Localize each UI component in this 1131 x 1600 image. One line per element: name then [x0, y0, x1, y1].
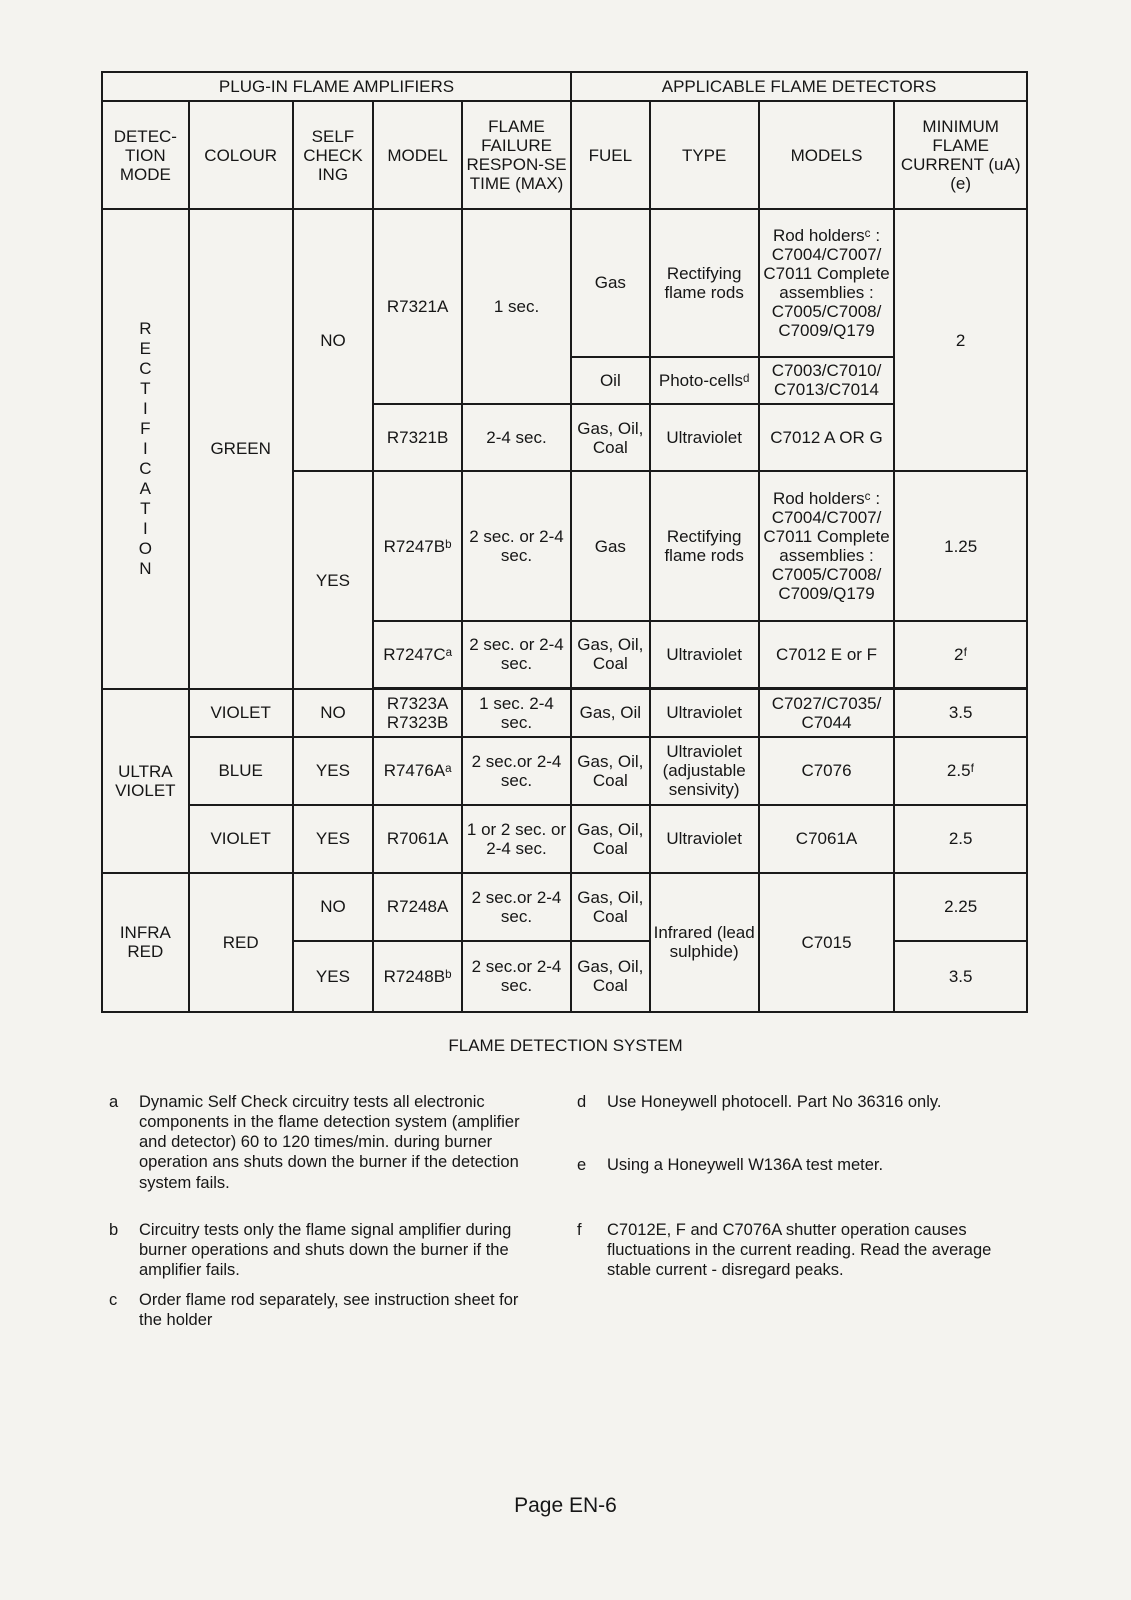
table-row [102, 737, 1027, 805]
model-cell: R7247Cᵃ [373, 621, 462, 688]
models-cell: C7076 [759, 737, 895, 805]
model-cell: R7247Bᵇ [373, 471, 462, 620]
self-check-cell: YES [293, 805, 374, 873]
current-cell: 1.25 [894, 471, 1027, 620]
models-cell: C7012 A OR G [759, 404, 895, 471]
colour-green: GREEN [189, 209, 293, 689]
models-cell: C7061A [759, 805, 895, 873]
footnote-key: a [109, 1093, 119, 1111]
fuel-cell: Gas, Oil, Coal [571, 805, 650, 873]
current-cell: 2 [894, 209, 1027, 471]
model-cell: R7476Aᵃ [373, 737, 462, 805]
fuel-cell: Gas [571, 471, 650, 620]
models-cell: Rod holdersᶜ : C7004/C7007/ C7011 Complete assemblies : C7005/C7008/ C7009/Q179 [759, 471, 895, 620]
response-time-cell: 2 sec. or 2-4 sec. [462, 471, 571, 620]
footnote-key: e [577, 1156, 587, 1174]
response-time-cell: 2 sec.or 2-4 sec. [462, 941, 571, 1012]
mode-ultraviolet: ULTRA VIOLET [102, 689, 189, 873]
model-cell: R7248Bᵇ [373, 941, 462, 1012]
footnote-text: Using a Honeywell W136A test meter. [607, 1156, 884, 1174]
current-cell: 3.5 [894, 689, 1027, 737]
type-cell: Ultraviolet [650, 621, 759, 688]
header-self-check: SELF CHECK ING [293, 101, 374, 209]
response-time-cell: 2 sec. or 2-4 sec. [462, 621, 571, 688]
footnote-key: f [577, 1221, 582, 1239]
models-cell: C7012 E or F [759, 621, 895, 688]
models-cell: C7027/C7035/ C7044 [759, 689, 895, 737]
response-time-cell: 1 sec. [462, 209, 571, 404]
model-cell: R7323A R7323B [373, 689, 462, 737]
response-time-cell: 1 or 2 sec. or 2-4 sec. [462, 805, 571, 873]
fuel-cell: Gas, Oil, Coal [571, 873, 650, 941]
header-response-time: FLAME FAILURE RESPON-SE TIME (MAX) [462, 101, 571, 209]
self-check-cell: NO [293, 873, 374, 941]
footnote-d [577, 1092, 1032, 1112]
type-cell: Ultraviolet [650, 689, 759, 737]
page-number: Page EN-6 [514, 1494, 617, 1517]
footnote-text: Dynamic Self Check circuitry tests all electronic components in the flame detection system (amplifier and detector) 60 to 120 times/min. during burner operation ans shuts down the burner if the detection system fails. [139, 1093, 520, 1192]
colour-red: RED [189, 873, 293, 1012]
mode-rectification: RECTIFICATION [102, 209, 189, 689]
footnote-text: C7012E, F and C7076A shutter operation causes fluctuations in the current reading. Read the average stable current - disregard peaks. [607, 1221, 992, 1280]
self-check-no: NO [293, 209, 374, 471]
header-colour: COLOUR [189, 101, 293, 209]
group-header-row [102, 72, 1027, 101]
self-check-cell: NO [293, 689, 374, 737]
self-check-yes: YES [293, 471, 374, 688]
fuel-cell: Gas, Oil, Coal [571, 404, 650, 471]
response-time-cell: 2-4 sec. [462, 404, 571, 471]
header-models: MODELS [759, 101, 895, 209]
current-cell: 3.5 [894, 941, 1027, 1012]
type-cell: Rectifying flame rods [650, 471, 759, 620]
self-check-cell: YES [293, 941, 374, 1012]
response-time-cell: 2 sec.or 2-4 sec. [462, 737, 571, 805]
table-row [102, 689, 1027, 737]
column-header-row [102, 101, 1027, 209]
model-cell: R7248A [373, 873, 462, 941]
fuel-cell: Gas, Oil, Coal [571, 621, 650, 688]
type-cell: Rectifying flame rods [650, 209, 759, 356]
footnote-b [109, 1220, 529, 1280]
mode-infrared: INFRA RED [102, 873, 189, 1012]
model-cell: R7321A [373, 209, 462, 404]
footnote-f [577, 1220, 1032, 1280]
table-caption: FLAME DETECTION SYSTEM [448, 1036, 683, 1055]
models-cell: C7015 [759, 873, 895, 1012]
response-time-cell: 2 sec.or 2-4 sec. [462, 873, 571, 941]
fuel-cell: Gas, Oil, Coal [571, 941, 650, 1012]
current-cell: 2.5 [894, 805, 1027, 873]
current-cell: 2.25 [894, 873, 1027, 941]
fuel-cell: Gas [571, 209, 650, 356]
footnote-text: Circuitry tests only the flame signal amplifier during burner operations and shuts down the burner if the amplifier fails. [139, 1221, 512, 1280]
header-min-current: MINIMUM FLAME CURRENT (uA) (e) [894, 101, 1027, 209]
header-fuel: FUEL [571, 101, 650, 209]
footnote-key: d [577, 1093, 587, 1111]
fuel-cell: Gas, Oil, Coal [571, 737, 650, 805]
fuel-cell: Oil [571, 357, 650, 405]
fuel-cell: Gas, Oil [571, 689, 650, 737]
footnote-e [577, 1155, 1032, 1175]
models-cell: Rod holdersᶜ : C7004/C7007/ C7011 Complete assemblies : C7005/C7008/ C7009/Q179 [759, 209, 895, 356]
type-cell: Photo-cellsᵈ [650, 357, 759, 405]
self-check-cell: YES [293, 737, 374, 805]
current-cell: 2ᶠ [894, 621, 1027, 688]
footnote-c [109, 1290, 529, 1330]
detectors-group-header: APPLICABLE FLAME DETECTORS [571, 72, 1027, 101]
colour-cell: BLUE [189, 737, 293, 805]
model-cell: R7321B [373, 404, 462, 471]
footnote-key: b [109, 1221, 119, 1239]
footnote-text: Order flame rod separately, see instruction sheet for the holder [139, 1291, 519, 1330]
response-time-cell: 1 sec. 2-4 sec. [462, 689, 571, 737]
footnote-text: Use Honeywell photocell. Part No 36316 only. [607, 1093, 942, 1111]
footnote-a [109, 1092, 529, 1193]
table-row [102, 873, 1027, 941]
header-detection-mode: DETEC-TION MODE [102, 101, 189, 209]
type-cell: Infrared (lead sulphide) [650, 873, 759, 1012]
colour-cell: VIOLET [189, 689, 293, 737]
footnote-key: c [109, 1291, 118, 1309]
table-row [102, 805, 1027, 873]
current-cell: 2.5ᶠ [894, 737, 1027, 805]
colour-cell: VIOLET [189, 805, 293, 873]
type-cell: Ultraviolet [650, 805, 759, 873]
table-row [102, 209, 1027, 356]
type-cell: Ultraviolet [650, 404, 759, 471]
flame-detection-table [101, 71, 1028, 1013]
type-cell: Ultraviolet (adjustable sensivity) [650, 737, 759, 805]
amplifiers-group-header: PLUG-IN FLAME AMPLIFIERS [102, 72, 571, 101]
model-cell: R7061A [373, 805, 462, 873]
header-model: MODEL [373, 101, 462, 209]
header-type: TYPE [650, 101, 759, 209]
models-cell: C7003/C7010/ C7013/C7014 [759, 357, 895, 405]
